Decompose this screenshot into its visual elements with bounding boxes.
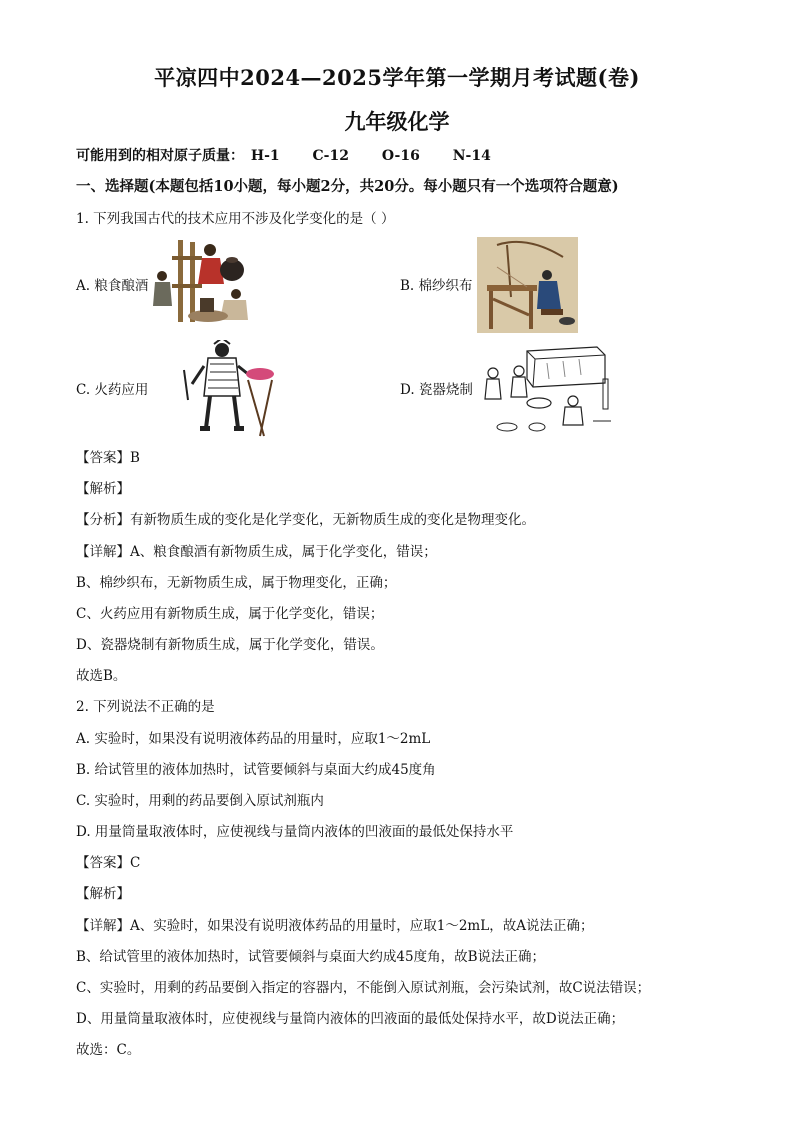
- q1-stem: 1. 下列我国古代的技术应用不涉及化学变化的是（ ）: [76, 211, 395, 227]
- q1-detail-a: 【详解】A、粮食酿酒有新物质生成，属于化学变化，错误；: [76, 544, 437, 560]
- q2-detail-a: 【详解】A、实验时，如果没有说明液体药品的用量时，应取1～2mL，故A说法正确；: [76, 918, 594, 934]
- q2-detail-b: B、给试管里的液体加热时，试管要倾斜与桌面大约成45度角，故B说法正确；: [76, 949, 546, 965]
- q1-detail-b: B、棉纱织布，无新物质生成，属于物理变化，正确；: [76, 575, 397, 591]
- q2-option-c: C. 实验时，用剩的药品要倒入原试剂瓶内: [76, 793, 324, 809]
- q1-option-b: B. 棉纱织布: [400, 278, 473, 294]
- winemaking-illustration: [150, 236, 250, 328]
- q1-option-c: C. 火药应用: [76, 382, 149, 398]
- q1-detail-c: C、火药应用有新物质生成，属于化学变化，错误；: [76, 606, 384, 622]
- atomic-mass-o: O-16: [381, 148, 420, 164]
- q2-conclusion: 故选：C。: [76, 1042, 141, 1058]
- weaving-illustration: [477, 237, 578, 333]
- porcelain-illustration: [477, 343, 613, 435]
- q1-analysis: 【分析】有新物质生成的变化是化学变化，无新物质生成的变化是物理变化。: [76, 512, 535, 528]
- atomic-mass-label: 可能用到的相对原子质量：: [76, 148, 244, 164]
- section-heading: 一、选择题(本题包括10小题，每小题2分，共20分。每小题只有一个选项符合题意): [76, 178, 619, 195]
- q1-answer: 【答案】B: [76, 450, 140, 466]
- q1-option-d: D. 瓷器烧制: [400, 382, 473, 398]
- q2-detail-d: D、用量筒量取液体时，应使视线与量筒内液体的凹液面的最低处保持水平，故D说法正确；: [76, 1011, 625, 1027]
- q2-option-b: B. 给试管里的液体加热时，试管要倾斜与桌面大约成45度角: [76, 762, 436, 778]
- gunpowder-illustration: [174, 340, 280, 438]
- atomic-mass-line: [76, 147, 519, 165]
- q1-detail-d: D、瓷器烧制有新物质生成，属于化学变化，错误。: [76, 637, 384, 653]
- q2-analysis-label: 【解析】: [76, 886, 130, 902]
- q2-option-a: A. 实验时，如果没有说明液体药品的用量时，应取1～2mL: [76, 731, 431, 747]
- q2-option-d: D. 用量筒量取液体时，应使视线与量筒内液体的凹液面的最低处保持水平: [76, 824, 514, 840]
- atomic-mass-n: N-14: [452, 148, 491, 164]
- page-title: 平凉四中2024—2025学年第一学期月考试题(卷): [154, 65, 640, 90]
- q1-conclusion: 故选B。: [76, 668, 127, 684]
- q1-analysis-label: 【解析】: [76, 481, 130, 497]
- q2-stem: 2. 下列说法不正确的是: [76, 699, 215, 715]
- page-subtitle: 九年级化学: [344, 109, 450, 134]
- atomic-mass-c: C-12: [312, 148, 349, 164]
- q2-detail-c: C、实验时，用剩的药品要倒入指定的容器内，不能倒入原试剂瓶，会污染试剂，故C说法错误；: [76, 980, 651, 996]
- q1-option-a: A. 粮食酿酒: [76, 278, 149, 294]
- q2-answer: 【答案】C: [76, 855, 141, 871]
- atomic-mass-h: H-1: [250, 148, 280, 164]
